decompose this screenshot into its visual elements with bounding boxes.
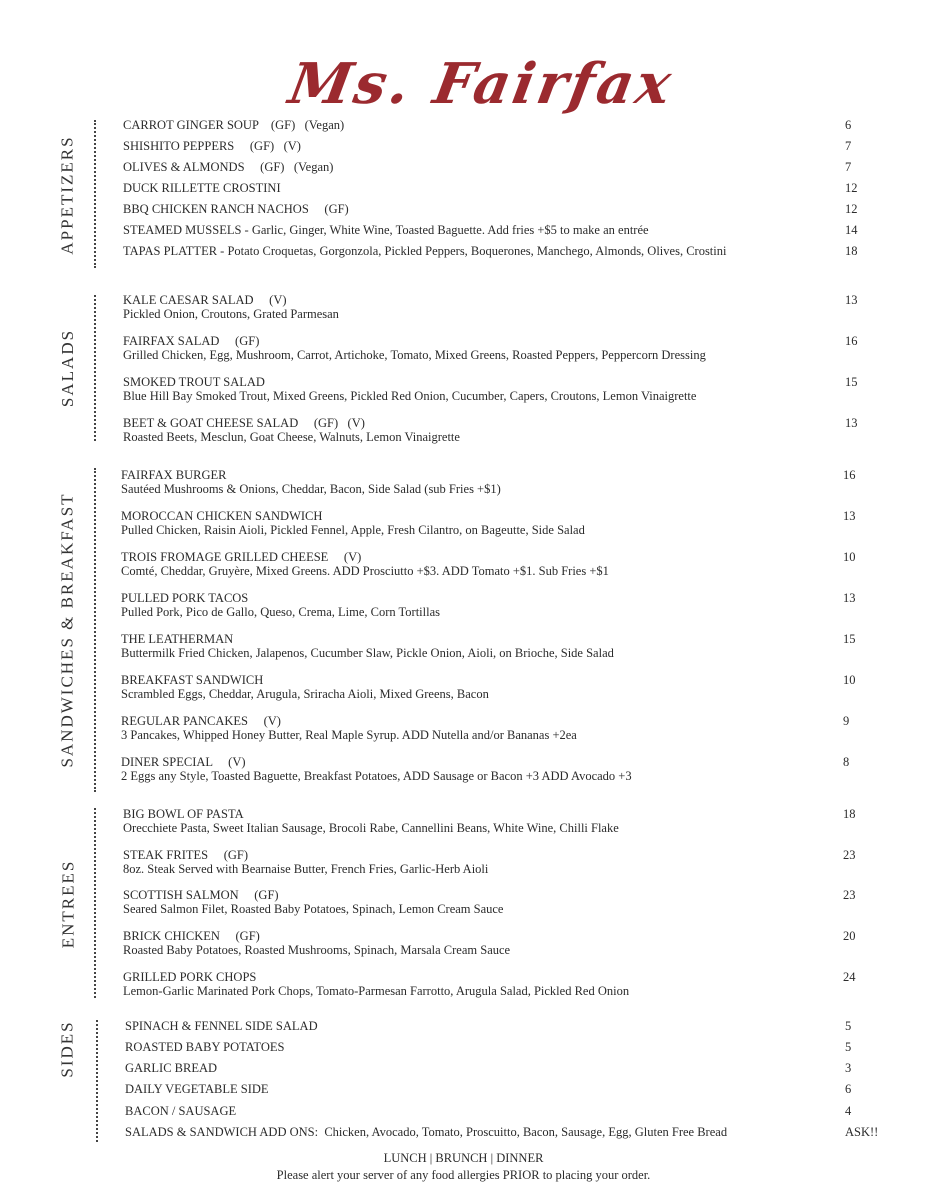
dotted-divider — [94, 120, 96, 268]
dotted-divider — [94, 295, 96, 441]
section-label: SALADS — [58, 328, 77, 408]
section-label: SANDWICHES & BREAKFAST — [58, 492, 77, 768]
section-label: APPETIZERS — [58, 135, 77, 255]
dotted-divider — [96, 1020, 98, 1142]
section-label: ENTREES — [58, 859, 78, 948]
service-hours: LUNCH | BRUNCH | DINNER — [383, 1151, 544, 1165]
allergy-note: Please alert your server of any food allergies PRIOR to placing your order. — [276, 1168, 651, 1182]
section-label: SIDES — [58, 1020, 78, 1078]
dotted-divider — [94, 468, 96, 792]
dotted-divider — [94, 808, 96, 998]
restaurant-logo: Ms. Fairfax — [284, 51, 679, 117]
